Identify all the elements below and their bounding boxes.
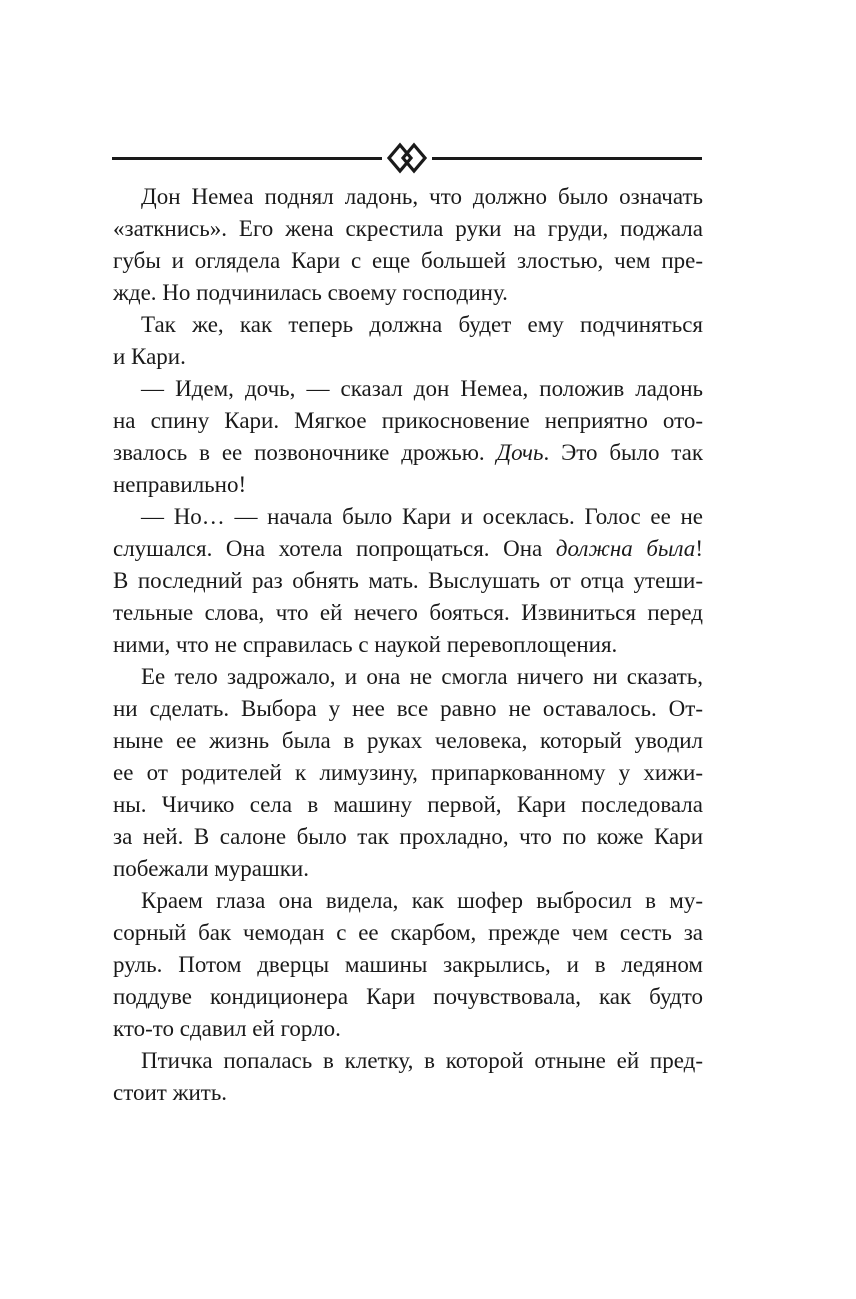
text-line: ны. Чичико села в машину первой, Кари последовала bbox=[113, 792, 703, 817]
text-line: кто-то сдавил ей горло. bbox=[113, 1016, 341, 1041]
text-line: стоит жить. bbox=[113, 1080, 228, 1105]
text-line: неправильно! bbox=[113, 472, 247, 497]
text-line: ныне ее жизнь была в руках человека, который уводил bbox=[113, 728, 703, 753]
text-line: руль. Потом дверцы машины закрылись, и в ледяном bbox=[113, 952, 703, 977]
text-line: на спину Кари. Мягкое прикосновение неприятно ото- bbox=[113, 408, 703, 433]
text-line: Птичка попалась в клетку, в которой отныне ей пред- bbox=[141, 1048, 703, 1073]
emphasis-text: должна была bbox=[555, 536, 696, 561]
text-line: губы и оглядела Кари с еще большей злостью, чем пре- bbox=[113, 248, 703, 273]
text-line: ними, что не справилась с наукой перевоплощения. bbox=[113, 632, 618, 657]
text-line: Дон Немеа поднял ладонь, что должно было означать bbox=[141, 184, 703, 209]
text-line bbox=[113, 533, 703, 565]
text-line: побежали мурашки. bbox=[113, 856, 309, 881]
text-line: — Идем, дочь, — сказал дон Немеа, положив ладонь bbox=[141, 376, 703, 401]
ornament-rule-right bbox=[432, 157, 702, 160]
text-line: поддуве кондиционера Кари почувствовала, как будто bbox=[113, 984, 703, 1009]
ornament-rule-left bbox=[112, 157, 382, 160]
text-line bbox=[113, 437, 703, 469]
chapter-ornament bbox=[112, 138, 702, 178]
emphasis-text: Дочь bbox=[496, 440, 544, 465]
text-line: сорный бак чемодан с ее скарбом, прежде чем сесть за bbox=[113, 920, 703, 945]
text-line: Так же, как теперь должна будет ему подчиняться bbox=[141, 312, 703, 337]
text-line: ее от родителей к лимузину, припаркованному у хижи- bbox=[113, 760, 703, 785]
text-line: «заткнись». Его жена скрестила руки на груди, поджала bbox=[113, 216, 703, 241]
text-line: и Кари. bbox=[113, 344, 186, 369]
text-line: Краем глаза она видела, как шофер выбросил в му- bbox=[141, 888, 703, 913]
text-line: — Но… — начала было Кари и осеклась. Голос ее не bbox=[141, 504, 703, 529]
text-line: Ее тело задрожало, и она не смогла ничего ни сказать, bbox=[141, 664, 703, 689]
text-run: ! bbox=[695, 536, 703, 561]
body-text bbox=[113, 181, 703, 1109]
text-line: тельные слова, что ей нечего бояться. Извиниться перед bbox=[113, 600, 703, 625]
text-line: ни сделать. Выбора у нее все равно не оставалось. От- bbox=[113, 696, 703, 721]
text-run: слушался. Она хотела попрощаться. Она bbox=[113, 536, 556, 561]
text-line: жде. Но подчинилась своему господину. bbox=[113, 280, 508, 305]
double-diamond-ornament-icon bbox=[387, 140, 427, 176]
text-line: В последний раз обнять мать. Выслушать от отца утеши- bbox=[113, 568, 703, 593]
text-run: звалось в ее позвоночнике дрожью. bbox=[113, 440, 497, 465]
text-run: . Это было так bbox=[543, 440, 704, 465]
text-line: за ней. В салоне было так прохладно, что по коже Кари bbox=[113, 824, 703, 849]
